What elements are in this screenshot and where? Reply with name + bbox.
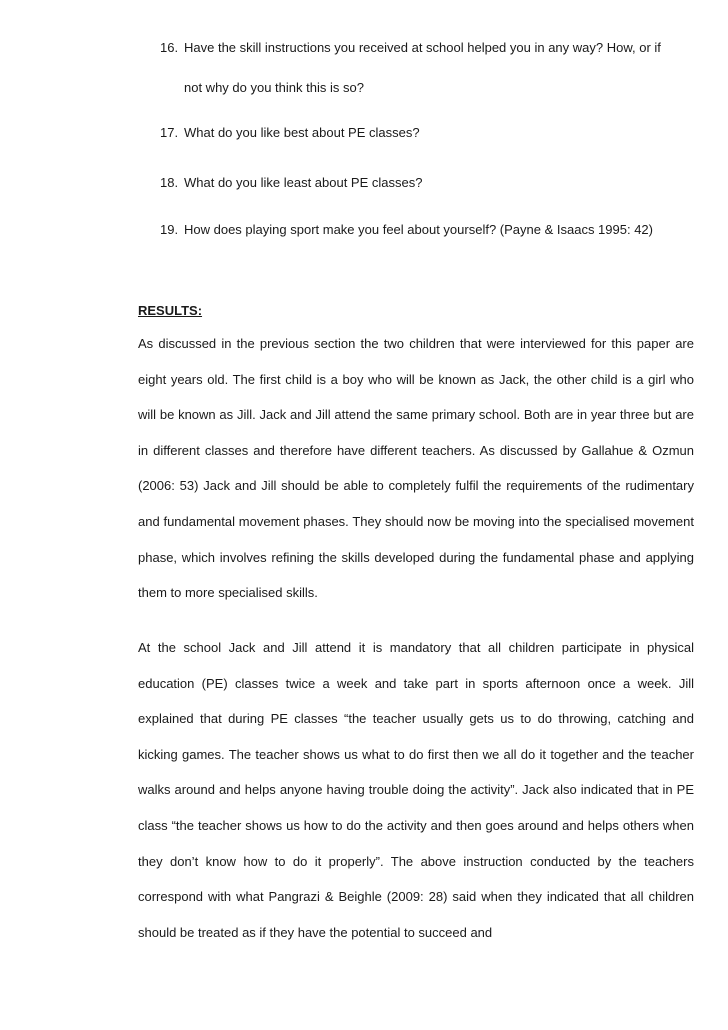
question-19: [160, 210, 700, 250]
results-paragraph-2: At the school Jack and Jill attend it is mandatory that all children participate in physical education (PE) classes twice a week and take part in sports afternoon once a week. Jill explained that during PE classes “the teacher usually gets us to do throwing, catching and kicking games. The teacher shows us what to do first then we all do it together and the teacher walks around and helps anyone having trouble doing the activity”. Jack also indicated that in PE class “the teacher shows us how to do the activity and then goes around and helps others when they don’t know how to do it properly”. The above instruction conducted by the teachers correspond with what Pangrazi & Beighle (2009: 28) said when they indicated that all children should be treated as if they have the potential to succeed and: [138, 640, 694, 940]
question-16: [160, 28, 700, 108]
question-number: 17.: [160, 125, 179, 140]
question-text: Have the skill instructions you received at school helped you in any way? How, or if: [184, 40, 661, 55]
question-text: How does playing sport make you feel about yourself? (Payne & Isaacs 1995: 42): [184, 222, 653, 237]
question-text: What do you like best about PE classes?: [184, 125, 420, 140]
question-18: [160, 163, 700, 203]
results-paragraph-1: As discussed in the previous section the two children that were interviewed for this paper are eight years old. The first child is a boy who will be known as Jack, the other child is a girl who will be known as Jill. Jack and Jill attend the same primary school. Both are in year three but are in different classes and therefore have different teachers. As discussed by Gallahue & Ozmun (2006: 53) Jack and Jill should be able to completely fulfil the requirements of the rudimentary and fundamental movement phases. They should now be moving into the specialised movement phase, which involves refining the skills developed during the fundamental phase and applying them to more specialised skills.: [138, 336, 694, 601]
question-text-continued: not why do you think this is so?: [184, 80, 364, 95]
question-17: [160, 113, 700, 153]
question-text: What do you like least about PE classes?: [184, 175, 423, 190]
question-number: 16.: [160, 40, 179, 55]
results-heading: RESULTS:: [138, 303, 203, 318]
question-number: 19.: [160, 222, 179, 237]
question-number: 18.: [160, 175, 179, 190]
